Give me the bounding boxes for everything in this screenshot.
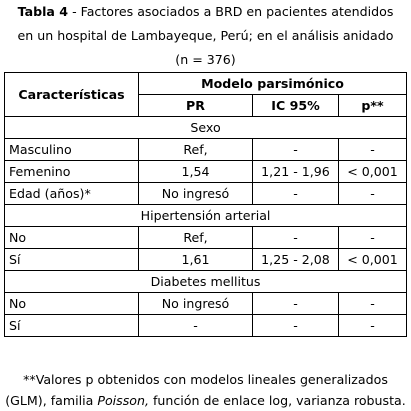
footnote-line-2-end: función de enlace log, varianza robusta.	[148, 393, 406, 408]
table-row	[5, 183, 407, 205]
section-row-hipertension	[5, 205, 407, 227]
cell-pr: -	[139, 315, 253, 337]
cell-ic: 1,21 - 1,96	[253, 161, 339, 183]
section-title: Diabetes mellitus	[5, 271, 407, 293]
footnote-line-1: **Valores p obtenidos con modelos lineales generalizados	[23, 372, 388, 387]
cell-ic: -	[253, 227, 339, 249]
cell-p: -	[339, 139, 407, 161]
table-row	[5, 139, 407, 161]
table-caption	[0, 0, 411, 72]
footnote-line-2-start: (GLM), familia	[5, 393, 98, 408]
caption-line-2: en un hospital de Lambayeque, Perú; en el análisis anidado	[17, 28, 394, 43]
table-footnote	[0, 369, 411, 411]
cell-pr: Ref,	[139, 139, 253, 161]
header-pr: PR	[139, 95, 253, 117]
table-row	[5, 161, 407, 183]
cell-pr: No ingresó	[139, 183, 253, 205]
table-row	[5, 293, 407, 315]
cell-pr: No ingresó	[139, 293, 253, 315]
footnote-italic-term: Poisson,	[97, 393, 149, 408]
row-label: Masculino	[5, 139, 139, 161]
cell-p: -	[339, 315, 407, 337]
row-label: Femenino	[5, 161, 139, 183]
section-row-diabetes	[5, 271, 407, 293]
section-title: Sexo	[5, 117, 407, 139]
caption-line-1	[0, 0, 411, 24]
cell-ic: -	[253, 139, 339, 161]
data-table	[4, 72, 407, 337]
row-label: Sí	[5, 249, 139, 271]
cell-p: -	[339, 227, 407, 249]
row-label: Sí	[5, 315, 139, 337]
header-characteristics: Características	[5, 73, 139, 117]
row-label: No	[5, 227, 139, 249]
table-row	[5, 249, 407, 271]
caption-line-3: (n = 376)	[175, 52, 236, 67]
row-label: Edad (años)*	[5, 183, 139, 205]
header-ic: IC 95%	[253, 95, 339, 117]
caption-label: Tabla 4	[17, 4, 69, 19]
caption-line-1-rest: - Factores asociados a BRD en pacientes atendidos	[68, 4, 394, 19]
table-row	[5, 227, 407, 249]
cell-p: < 0,001	[339, 161, 407, 183]
cell-ic: -	[253, 183, 339, 205]
cell-p: < 0,001	[339, 249, 407, 271]
section-row-sexo	[5, 117, 407, 139]
header-model: Modelo parsimónico	[139, 73, 407, 95]
cell-ic: -	[253, 315, 339, 337]
cell-pr: 1,54	[139, 161, 253, 183]
row-label: No	[5, 293, 139, 315]
cell-pr: 1,61	[139, 249, 253, 271]
cell-ic: -	[253, 293, 339, 315]
header-p: p**	[339, 95, 407, 117]
cell-ic: 1,25 - 2,08	[253, 249, 339, 271]
cell-p: -	[339, 293, 407, 315]
cell-pr: Ref,	[139, 227, 253, 249]
section-title: Hipertensión arterial	[5, 205, 407, 227]
cell-p: -	[339, 183, 407, 205]
table-row	[5, 315, 407, 337]
